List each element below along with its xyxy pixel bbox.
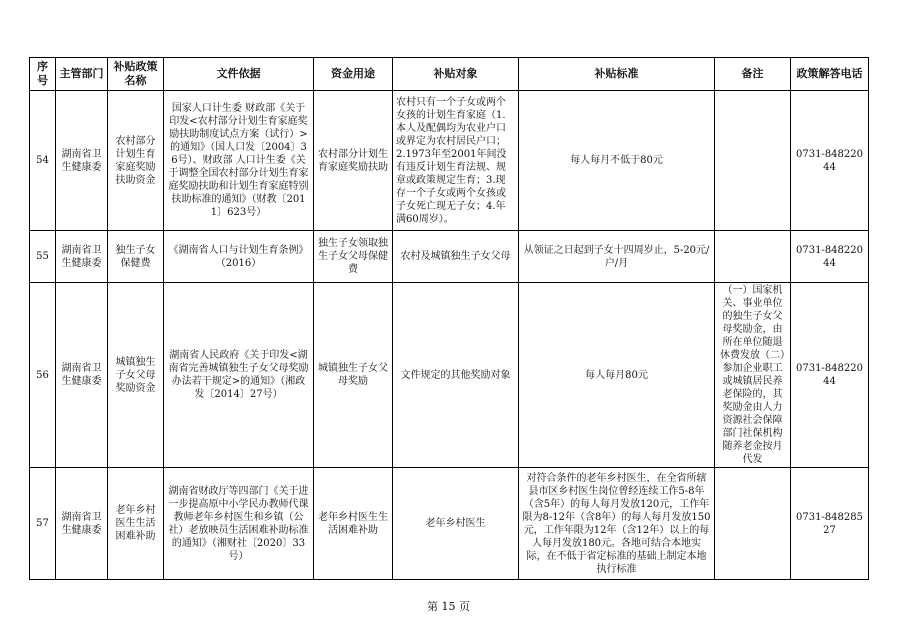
cell-dept: 湖南省卫生健康委 — [56, 231, 108, 283]
header-phone: 政策解答电话 — [791, 58, 869, 91]
cell-basis: 湖南省人民政府《关于印发<湖南省完善城镇独生子女父母奖励办法若干规定>的通知》（湘政发〔2014〕27号） — [164, 283, 314, 468]
cell-target: 农村及城镇独生子女父母 — [393, 231, 519, 283]
cell-usage: 独生子女领取独生子女父母保健费 — [314, 231, 393, 283]
header-dept: 主管部门 — [56, 58, 108, 91]
header-row — [30, 58, 869, 91]
cell-phone: 0731-84822044 — [791, 283, 869, 468]
table-row — [30, 468, 869, 580]
cell-name: 城镇独生子女父母奖励资金 — [108, 283, 164, 468]
cell-remark — [715, 231, 791, 283]
cell-target: 农村只有一个子女或两个女孩的计划生育家庭（1.本人及配偶均为农业户口或界定为农村居民户口；2.1973年至2001年间没有违反计划生育法规、规章或政策规定生育；3.现存一个子女或两个女孩或子女死亡现无子女；4.年满60周岁）。 — [393, 91, 519, 231]
cell-usage: 老年乡村医生生活困难补助 — [314, 468, 393, 580]
table-row — [30, 91, 869, 231]
cell-name: 农村部分计划生育家庭奖励扶助资金 — [108, 91, 164, 231]
cell-no: 56 — [30, 283, 56, 468]
header-target: 补贴对象 — [393, 58, 519, 91]
cell-no: 57 — [30, 468, 56, 580]
cell-remark — [715, 91, 791, 231]
header-no: 序号 — [30, 58, 56, 91]
cell-basis: 国家人口计生委 财政部《关于印发<农村部分计划生育家庭奖励扶助制度试点方案（试行）>的通知》（国人口发〔2004〕36号）、财政部 人口计生委《关于调整全国农村部分计划生育家庭奖励扶助和计划生育家庭特别扶助标准的通知》（财教〔2011〕623号） — [164, 91, 314, 231]
cell-dept: 湖南省卫生健康委 — [56, 91, 108, 231]
cell-dept: 湖南省卫生健康委 — [56, 283, 108, 468]
cell-remark: （一）国家机关、事业单位的独生子女父母奖励金，由所在单位随退休费发放（二）参加企业职工或城镇居民养老保险的，其奖励金由人力资源社会保障部门社保机构随养老金按月代发 — [715, 283, 791, 468]
cell-basis: 湖南省财政厅等四部门《关于进一步提高原中小学民办教师代课教师老年乡村医生和乡镇（公社）老放映员生活困难补助标准的通知》（湘财社〔2020〕33号） — [164, 468, 314, 580]
header-name: 补贴政策名称 — [108, 58, 164, 91]
cell-standard: 对符合条件的老年乡村医生，在全省所辖县市区乡村医生岗位曾经连续工作5-8年（含5年）的每人每月发放120元，工作年限为8-12年（含8年）的每人每月发放150元，工作年限为12年（含12年）以上的每人每月发放180元。各地可结合本地实际，在不低于省定标准的基础上制定本地执行标准 — [519, 468, 715, 580]
cell-target: 文件规定的其他奖励对象 — [393, 283, 519, 468]
cell-no: 55 — [30, 231, 56, 283]
table-row — [30, 231, 869, 283]
cell-standard: 每人每月不低于80元 — [519, 91, 715, 231]
cell-basis: 《湖南省人口与计划生育条例》（2016） — [164, 231, 314, 283]
header-remark: 备注 — [715, 58, 791, 91]
cell-phone: 0731-84828527 — [791, 468, 869, 580]
cell-phone: 0731-84822044 — [791, 231, 869, 283]
header-standard: 补贴标准 — [519, 58, 715, 91]
cell-phone: 0731-84822044 — [791, 91, 869, 231]
cell-usage: 城镇独生子女父母奖励 — [314, 283, 393, 468]
cell-usage: 农村部分计划生育家庭奖励扶助 — [314, 91, 393, 231]
header-basis: 文件依据 — [164, 58, 314, 91]
cell-dept: 湖南省卫生健康委 — [56, 468, 108, 580]
cell-name: 老年乡村医生生活困难补助 — [108, 468, 164, 580]
cell-remark — [715, 468, 791, 580]
cell-standard: 每人每月80元 — [519, 283, 715, 468]
policy-table — [29, 57, 869, 580]
cell-standard: 从领证之日起到子女十四周岁止，5-20元/户/月 — [519, 231, 715, 283]
cell-name: 独生子女保健费 — [108, 231, 164, 283]
table-row — [30, 283, 869, 468]
page-number: 第 15 页 — [427, 600, 470, 613]
cell-target: 老年乡村医生 — [393, 468, 519, 580]
cell-no: 54 — [30, 91, 56, 231]
header-usage: 资金用途 — [314, 58, 393, 91]
